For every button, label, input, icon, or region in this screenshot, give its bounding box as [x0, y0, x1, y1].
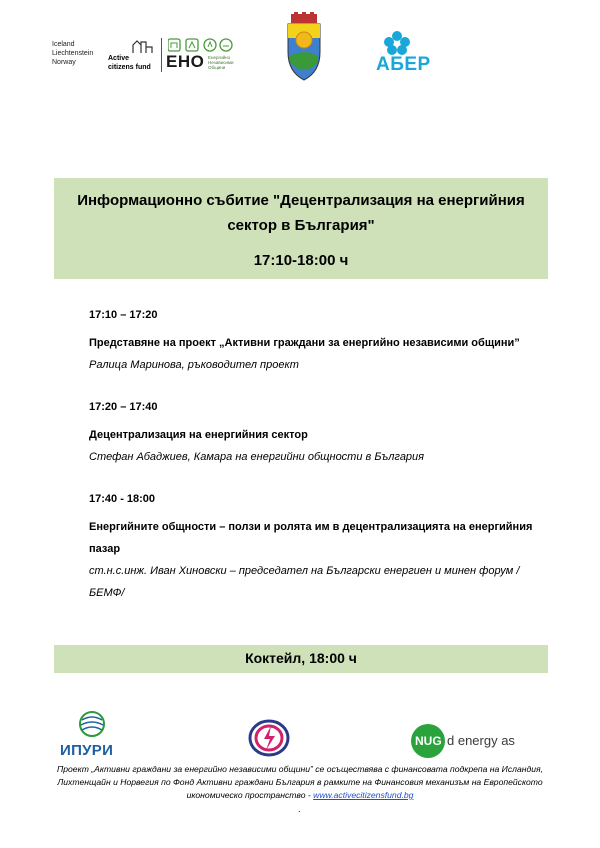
bemf-logo-icon: [247, 718, 291, 758]
eea-active-citizens-logo: [52, 36, 172, 76]
event-title-box: [54, 178, 548, 279]
slot-speaker: Ралица Маринова, ръководител проект: [89, 359, 299, 371]
slot-time: 17:10 – 17:20: [89, 309, 158, 321]
eea-country-2: Liechtenstein: [52, 50, 94, 57]
eno-sub: Енергийно Независими Общини: [208, 55, 234, 70]
nug-logo: [411, 724, 541, 760]
footer-link[interactable]: www.activecitizensfund.bg: [313, 790, 414, 800]
eno-logo: [166, 38, 246, 78]
abgr-logo: [376, 30, 446, 80]
eea-fund-label: [108, 54, 151, 72]
ipuri-logo: [60, 710, 126, 758]
agenda-slot: [89, 490, 549, 604]
abgr-label: АБЕР: [376, 54, 431, 75]
event-time: 17:10-18:00 ч: [253, 252, 349, 269]
slot-speaker: Стефан Абаджиев, Камара на енергийни общности в България: [89, 451, 425, 463]
coat-of-arms-icon: [285, 12, 323, 82]
slot-title: Енергийните общности – ползи и ролята им в децентрализацията на енергийния пазар: [89, 521, 533, 555]
eea-fund-line1: Active: [108, 55, 130, 62]
event-title: Информационно събитие "Децентрализация на енергийния сектор в България": [77, 192, 525, 234]
ipuri-globe-icon: [78, 710, 106, 740]
eea-buildings-icon: [132, 38, 154, 54]
cocktail-box: [54, 645, 548, 673]
header-divider: [161, 38, 162, 72]
eea-country-1: Iceland: [52, 41, 75, 48]
nug-label: d energy as: [447, 733, 515, 748]
slot-title: Представяне на проект „Активни граждани за енергийно независими общини”: [89, 337, 520, 349]
footer-text: [40, 763, 560, 802]
footer-dot: .: [298, 804, 301, 814]
footer-body: Проект „Активни граждани за енергийно независими общини” се осъществява с финансовата подкрепа на Исландия, Лихтенщайн и Норвегия по Фонд Активни граждани България в рамките на Финансовия механизъм на Европейското икономическо пространство -: [57, 764, 543, 800]
slot-time: 17:40 - 18:00: [89, 493, 156, 505]
agenda: [89, 306, 549, 626]
ipuri-label: ИПУРИ: [60, 742, 114, 759]
eno-label: ЕНО: [166, 52, 205, 71]
flower-icon: [382, 30, 412, 56]
agenda-slot: [89, 398, 549, 468]
eea-fund-line2: citizens fund: [108, 64, 151, 71]
nug-badge: NUG: [415, 734, 442, 748]
slot-title: Децентрализация на енергийния сектор: [89, 429, 308, 441]
slot-time: 17:20 – 17:40: [89, 401, 158, 413]
eea-country-3: Norway: [52, 59, 76, 66]
slot-speaker: ст.н.с.инж. Иван Хиновски – председател на Български енергиен и минен форум /БЕМФ/: [89, 565, 520, 599]
agenda-slot: [89, 306, 549, 376]
cocktail-text: Коктейл, 18:00 ч: [245, 650, 357, 666]
